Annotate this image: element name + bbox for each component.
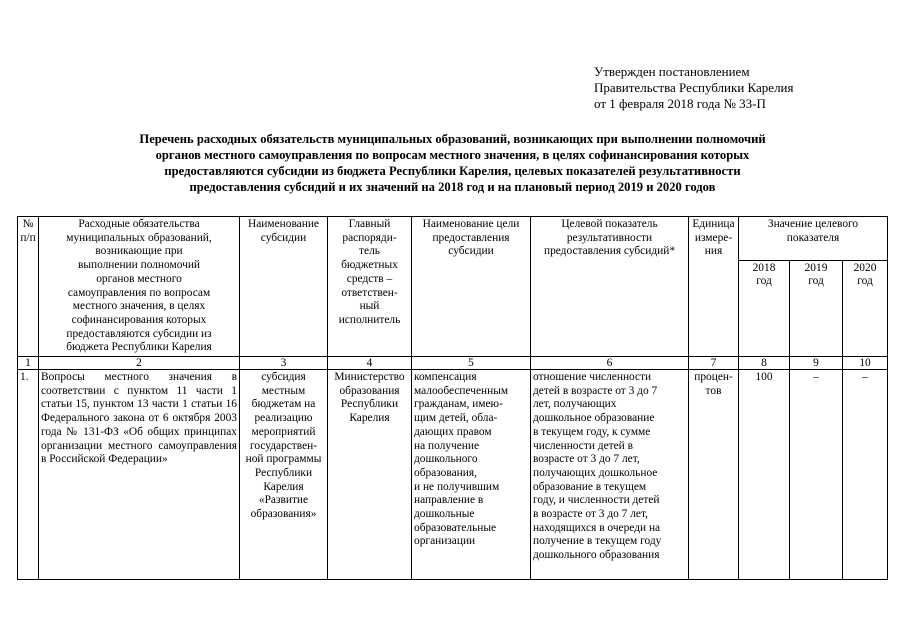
- row-value-2020: –: [843, 370, 888, 580]
- header-target-value: Значение целевого показателя: [739, 217, 888, 261]
- row-value-2019: –: [790, 370, 843, 580]
- column-number: 3: [240, 357, 328, 370]
- header-year-2019: 2019 год: [790, 260, 843, 356]
- header-obligations: Расходные обязательства муниципальных образований, возникающие при выполнении полномочий органов местного самоуправления по вопросам местного значения, в целях софинансирования которых предоставляются субсидии из бюджета Республики Карелия: [39, 217, 240, 357]
- header-subsidy-name: Наименование субсидии: [240, 217, 328, 357]
- column-number: 6: [531, 357, 689, 370]
- row-unit: процен- тов: [689, 370, 739, 580]
- title-line: Перечень расходных обязательств муниципальных образований, возникающих при выполнении полномочий: [139, 132, 766, 146]
- column-number: 2: [39, 357, 240, 370]
- header-unit: Единица измере- ния: [689, 217, 739, 357]
- column-number: 9: [790, 357, 843, 370]
- row-value-2018: 100: [739, 370, 790, 580]
- title-line: органов местного самоуправления по вопросам местного значения, в целях софинансирования которых: [155, 148, 750, 162]
- header-number: № п/п: [18, 217, 39, 357]
- document-title: [20, 131, 885, 195]
- row-subsidy: субсидия местным бюджетам на реализацию мероприятий государствен- ной программы Республики Карелия «Развитие образования»: [240, 370, 328, 580]
- column-number: 5: [412, 357, 531, 370]
- header-indicator: Целевой показатель результативности предоставления субсидий*: [531, 217, 689, 357]
- header-year-2020: 2020 год: [843, 260, 888, 356]
- row-number: 1.: [18, 370, 39, 580]
- approval-stamp: [594, 64, 794, 112]
- approval-line: от 1 февраля 2018 года № 33-П: [594, 96, 766, 111]
- table-row: [18, 370, 888, 580]
- column-number: 7: [689, 357, 739, 370]
- column-number: 1: [18, 357, 39, 370]
- column-number: 8: [739, 357, 790, 370]
- title-line: предоставления субсидий и их значений на 2018 год и на плановый период 2019 и 2020 годов: [189, 180, 716, 194]
- row-manager: Министерство образования Республики Карелия: [328, 370, 412, 580]
- row-indicator: отношение численности детей в возрасте от 3 до 7 лет, получающих дошкольное образование в текущем году, к сумме численности детей в возрасте от 3 до 7 лет, получающих дошкольное образование в текущем году, и численности детей в возрасте от 3 до 7 лет, находящихся в очереди на получение в текущем году дошкольного образования: [531, 370, 689, 580]
- row-obligation: Вопросы местного значения в соответствии с пунктом 11 части 1 статьи 15, пунктом 13 части 1 статьи 16 Федерального закона от 6 октября 2003 года № 131-ФЗ «Об общих принципах организации местного самоуправления в Российской Федерации»: [39, 370, 240, 580]
- column-number: 4: [328, 357, 412, 370]
- header-year-2018: 2018 год: [739, 260, 790, 356]
- column-number: 10: [843, 357, 888, 370]
- approval-line: Утвержден постановлением: [594, 64, 750, 79]
- header-manager: Главный распоряди- тель бюджетных средств – ответствен- ный исполнитель: [328, 217, 412, 357]
- title-line: предоставляются субсидии из бюджета Республики Карелия, целевых показателей результативности: [164, 164, 741, 178]
- column-number-row: [18, 357, 888, 370]
- obligations-table: [17, 216, 888, 580]
- approval-line: Правительства Республики Карелия: [594, 80, 794, 95]
- header-goal: Наименование цели предоставления субсидии: [412, 217, 531, 357]
- header-row: [18, 217, 888, 261]
- row-goal: компенсация малообеспеченным гражданам, имею- щим детей, обла- дающих правом на получение дошкольного образования, и не получившим направление в дошкольные образовательные организации: [412, 370, 531, 580]
